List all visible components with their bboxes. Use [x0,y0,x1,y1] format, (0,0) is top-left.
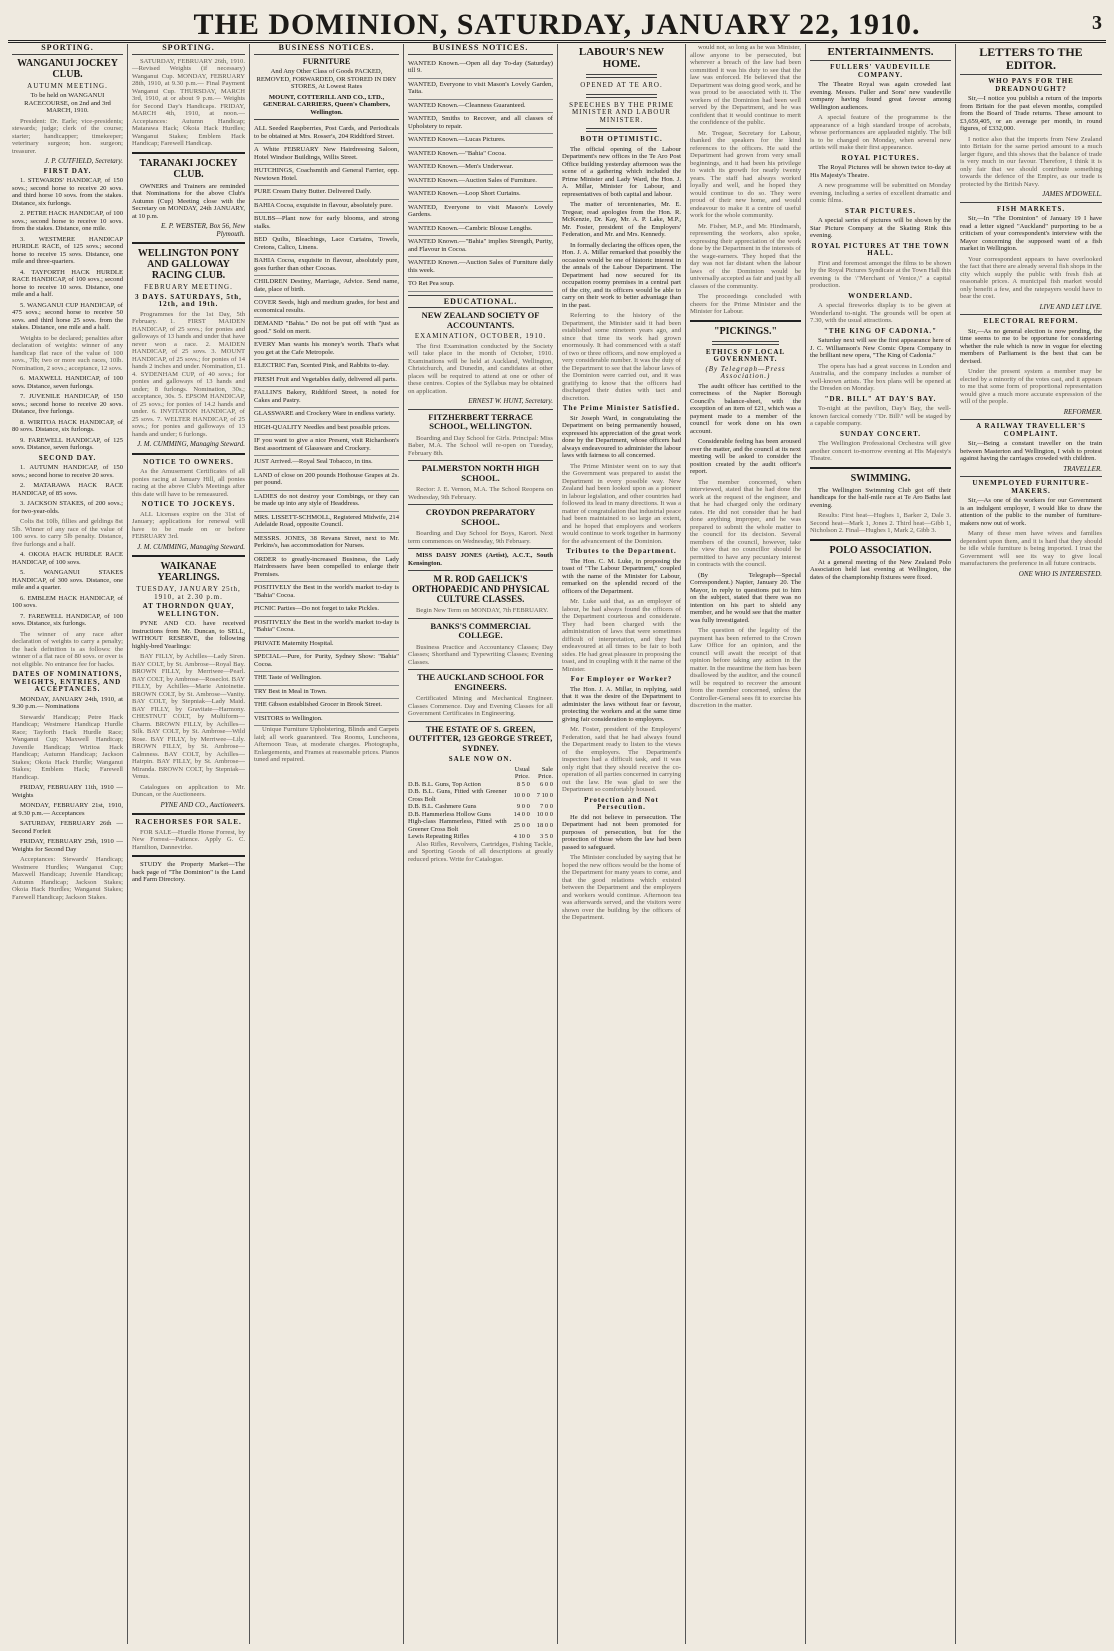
meeting-intro: To be held on WANGANUI RACECOURSE, on 2nd and 3rd MARCH, 1910. [24,92,111,114]
classified-ad: JUST Arrived.—Royal Seal Tobacco, in tins. [254,456,399,470]
pickings-title: "PICKINGS." [713,325,778,337]
estate-sale: SALE NOW ON. [448,755,513,763]
banks-title: BANKS'S COMMERCIAL COLLEGE. [430,620,531,640]
race-5-conditions: Weights to be declared; penalties after declaration of weights: winner of any handicap flat race of the value of 100 sovs., 7lb; two or more such races, 10lb. Nomination, 2 sovs.; acceptance, 12 sovs. [12,334,123,372]
ethics-source: (By Telegraph—Press Association.) [705,364,786,380]
divider [408,548,553,549]
divider [586,94,657,98]
price-sale: 6 0 0 [540,780,553,788]
wpg-programme: Programmes for the 1st Day, 5th February. 1. FIRST MAIDEN HANDICAP, of 25 sovs.; for ponies and galloways of 13 hands and under that have never won a race. 2. MAIDEN HANDICAP, of 25 sovs. 3. MOUNT HANDICAP, of 25 sovs.; for ponies of 14 hands 2 inches and under. Nomination, £1. 4. SYDENHAM CUP, of 40 sovs.; for ponies and galloways of 13 hands and under; 8 furlongs. Nomination, 30s.; acceptance, 30s. 5. EPSOM HANDICAP, of 25 sovs.; for ponies of 14.2 hands and under. 6. INVITATION HANDICAP, of 25 sovs. 7. WELTER HANDICAP, of 25 sovs.; for ponies and galloways of 13 hands and under; 6 furlongs. [132,310,245,438]
entertainments-title: ENTERTAINMENTS. [810,46,951,61]
auckland-title: THE AUCKLAND SCHOOL FOR ENGINEERS. [417,672,544,692]
letter-text: Sir,—Being a constant traveller on the train between Masterton and Wellington, I wish to protest against having the carriages crowded with children. [960,440,1102,462]
price-usual: 25 0 0 [513,821,530,829]
letters-title: LETTERS TO THE EDITOR. [960,46,1102,75]
yearlings-title: WAIKANAE YEARLINGS. [157,561,220,583]
classified-ad: POSITIVELY the Best in the world's market to-day is "Bahia" Cocoa. [254,582,399,603]
column-middle [686,44,806,1644]
labour-para: He did not believe in persecution. The Department had not been promoted for purposes of persecution, but for the protection of those whom the law had been passed to safeguard. [562,813,681,851]
classified-ad: FALLIN'S Bakery, Riddiford Street, is noted for Cakes and Pastry. [254,387,399,408]
table-row [408,781,553,789]
divider [408,460,553,461]
letter-heading: WHO PAYS FOR THE DREADNOUGHT? [988,77,1074,93]
nzsa-title: NEW ZEALAND SOCIETY OF ACCOUNTANTS. [421,310,540,330]
rod-title: M R. ROD GAELICK'S ORTHOPAEDIC AND PHYSICAL CULTURE CLASSES. [411,574,550,604]
column-sporting-2 [128,44,250,1644]
race2-3-conditions: Colts 8st 10lb, fillies and geldings 8st 5lb. Winner of any race of the value of 100 sovs. to carry 5lb penalty. Distance, five furlongs and a half. [12,518,123,548]
letter-heading: FISH MARKETS. [996,204,1066,213]
classified-ad-continued: Unique Furniture Upholstering, Blinds and Carpets laid; all work guaranteed. Tea Rooms, Luncheons, Afternoon Teas, at moderate charges. Photographs, Enlargements, and Frames at reasonable prices. Pianos tuned and repaired. [254,726,399,763]
letter-text: Sir,—As one of the workers for our Government is an indulgent employer, I would like to draw the attention of the public to the number of furniture-makers now out of work. [960,497,1102,527]
price-item: D.B. B.L. Guns, Fitted with Greener Cross Bolt [408,788,507,803]
hack-conditions: The winner of any race after declaration of weights to carry a penalty; the hack definition is as follows: the winner of a flat race of 80 sovs. or over is not eligible. No entrance fee for hacks. [12,630,123,668]
wanted-ad: WANTED Known.—Open all day To-day (Saturday) till 9. [408,58,553,79]
classified-ad: ORDER to greatly-increased Business, the Lady Hairdressers have been compelled to enlarge their Premises. [254,554,399,583]
divider [960,202,1102,203]
labour-para-extra: The Minister concluded by saying that he hoped the new offices would be the home of the Department for many years to come, and that the good relations which existed between the Department and the employers and workers would continue. Afternoon tea was afterwards served, and the visitors were shown over the building by the officers of the Department. [562,854,681,921]
date-1: MONDAY, JANUARY 24th, 1910, at 9.30 p.m.— Nominations [12,695,123,710]
page-columns [8,44,1106,1644]
employer-heading: For Employer or Worker? [570,675,673,683]
labour-para-extra: Mr. Luke said that, as an employer of labour, he had always found the officers of the Department courteous and considerate. They had been charged with the administration of laws that were sometimes difficult of interpretation, and they had endeavoured at all times to be fair to both sides. He had great pleasure in proposing the toast, and in coupling with it the name of the Minister. [562,598,681,673]
divider [960,419,1102,420]
club-title: WANGANUI JOCKEY CLUB. [17,57,118,80]
wanted-ad: WANTED Known.—Lucas Pictures. [408,134,553,148]
divider [810,539,951,541]
labour-para-extra: Mr. Foster, president of the Employers' Federation, said that he had always found the Department ready to listen to the views of the employers. The Department's inspectors had a difficult task, and it was only right that they should receive the co-operation of all parties concerned in carrying out the law. He was glad to see the Department so comfortably housed. [562,726,681,793]
nominations-list: Stewards' Handicap; Petre Hack Handicap; Westmere Handicap Hurdle Race; Tayforth Hack Hurdle Race; Wanganui Cup; Maxwell Handicap; Juvenile Handicap; Wiritoa Hack Handicap; Autumn Handicap; Jackson Stakes; Okoia Hack Hurdle; Wanganui Stakes; Emblem Hack; Farewell Handicap. [12,713,123,781]
classified-ad: MRS. LISSETT-SCHMOLL, Registered Midwife, 214 Adelaide Road, opposite Council. [254,512,399,533]
notice-jockeys: NOTICE TO JOCKEYS. [141,500,236,508]
meeting-title: AUTUMN MEETING. [27,81,108,90]
divider [408,504,553,505]
classified-ad: VISITORS to Wellington. [254,713,399,727]
divider [586,128,657,132]
estate-more: Also Rifles, Revolvers, Cartridges, Fishing Tackle, and Sporting Goods of all descriptions at greatly reduced prices. Write for Catalogue. [408,840,553,863]
date-5: FRIDAY, FEBRUARY 25th, 1910 — Weights for Second Day [12,838,123,853]
divider [408,721,553,722]
letter-extra: Under the present system a member may be elected by a minority of the votes cast, and it appears to me that some form of proportional representation would give a much more accurate expression of the will of the people. [960,368,1102,405]
letter-extra: Your correspondent appears to have overlooked the fact that there are already several fish shops in the city which supply the public with fresh fish at reasonable prices. A municipal fish market would only benefit a few, and the ratepayers would have to bear the cost. [960,255,1102,300]
race2-2: 2. MATARAWA HACK RACE HANDICAP, of 85 sovs. [12,482,123,497]
swimming-extra: Results: First heat—Hughes 1, Barker 2, Dale 3. Second heat—Mark 1, Jones 2. Third heat—Gibb 1, Nicholson 2. Final—Hughes 1, Mark 2, Gibb 3. [810,512,951,534]
classified-ad: BAHIA Cocoa, exquisite in flavour, absolutely pure. [254,200,399,214]
column-business-2 [404,44,558,1644]
price-sale: 10 0 0 [536,810,553,818]
classified-ad: PICNIC Parties—Do not forget to take Pickles. [254,603,399,617]
labour-para: The Hon. C. M. Luke, in proposing the toast of "The Labour Department," coupled with the name of the Minister for Labour, remarked on the splendid record of the officers of the Department. [562,557,681,595]
protection-heading: Protection and Not Persecution. [584,795,659,811]
wanted-ad: WANTED, Everyone to visit Mason's Lovely Garden, Taita. [408,79,553,100]
labour-optimistic: BOTH OPTIMISTIC. [580,135,663,143]
polo-text: At a general meeting of the New Zealand Polo Association held last evening at Wellington, the dates of the championship fixtures were fixed. [810,558,951,581]
labour-para: In formally declaring the offices open, the Hon. J. A. Millar remarked that possibly the occasion would be one of historic interest in the annals of the Labour Department. The Department had now secured for its occupation roomy premises in a central part of the city, and its officers would be able to carry on their work to better advantage than in the past. [562,241,682,309]
race2-5: 5. WANGANUI STAKES HANDICAP, of 300 sovs. Distance, one mile and a quarter. [12,569,123,591]
letter-text: Sir,—As no general election is now pending, the time seems to me to be opportune for considering whether the rule which is now in vogue for electing members of Parliament is the best that can be devised. [960,327,1102,365]
table-row [408,803,553,811]
column-header: BUSINESS NOTICES. [408,44,553,55]
cadonia-heading: "THE KING OF CADONIA." [823,326,938,335]
price-sale: 7 0 0 [540,803,553,810]
fitzherbert-title: FITZHERBERT TERRACE SCHOOL, WELLINGTON. [428,411,533,431]
classified-ad: LAND of close on 200 pounds Hothouse Grapes at 2s. per pound. [254,470,399,491]
race2-7: 7. FAREWELL HANDICAP, of 100 sovs. Distance, six furlongs. [12,612,123,627]
racehorses-sale-text: FOR SALE—Hurdle Horse Forrest, by New Forrest—Patience. Apply G. C. Hamilton, Dannevirke. [132,828,245,851]
wanted-ad: WANTED Known.—Auction Sales of Furniture. [408,175,553,189]
date-2: FRIDAY, FEBRUARY 11th, 1910 — Weights [12,784,123,799]
nzsa-exam: EXAMINATION, OCTOBER, 1910. [414,332,547,340]
race2-1: 1. AUTUMN HANDICAP, of 150 sovs.; second horse to receive 20 sovs. [12,464,123,479]
price-item: D.B. B.L. Guns, Top Action [408,780,481,788]
classified-ad: SPECIAL—Pure, for Purity, Sydney Show: "Bahia" Cocoa. [254,651,399,672]
divider [408,570,553,571]
notice-signature: J. M. CUMMING, Managing Steward. [137,542,245,551]
classified-ad: TRY Best in Meal in Town. [254,686,399,700]
star-text: A special series of pictures will be shown by the Star Picture Company at the Skating Rink this evening. [810,217,951,239]
divider [960,314,1102,315]
price-table-header [408,766,553,781]
price-usual: 4 10 0 [513,833,530,840]
nzsa-signature: ERNEST W. HUNT, Secretary. [468,397,553,405]
educational-header: EDUCATIONAL. [408,295,553,309]
page-number: 3 [1092,12,1102,34]
labour-speeches: SPEECHES BY THE PRIME MINISTER AND LABOUR MINISTER. [569,100,674,124]
nzsa-text: The first Examination conducted by the Society will take place in the month of October, 1910. Examinations will be held at Auckland, Wellington, Christchurch, and Dunedin, and candidates at other places will be required to attend at one or other of these centres. Copies of the Syllabus may be obtained on application. [408,342,553,395]
fullers-text: The Theatre Royal was again crowded last evening. Messrs. Fuller and Sons' new vaudeville company having found great favour among Wellington audiences. [810,81,951,111]
labour-para: The matter of tercentenaries, Mr. E. Tregear, read apologies from the Hon. R. McKenzie, Dr. Kay, Mr. A. P. Lake, M.P., Mr. Foster, president of the Employers' Federation, and Mr. and Mrs. Kennedy. [562,201,681,238]
classified-ad: CHILDREN Destiny, Marriage, Advice. Send name, date, place of birth. [254,276,399,297]
fullers-extra: A special feature of the programme is the appearance of a high standard troupe of acrobats, whose performances are applauded nightly. The bill is to be changed on Monday, when several new artists will make their first appearance. [810,114,951,151]
column-sporting-1 [8,44,128,1644]
classified-ad: DEMAND "Bahia." Do not be put off with "just as good." Sold on merit. [254,318,399,339]
furniture-text: And Any Other Class of Goods PACKED, REMOVED, FORWARDED, OR STORED IN DRY STORES, At Lowest Rates [256,68,397,90]
price-header-sale: Sale Price. [538,765,553,780]
tjc-notice: OWNERS and Trainers are reminded that Nominations for the above Club's Autumn (Cup) Meeting close with the Secretary on MONDAY, 24th JANUARY, at 10 p.m. [132,182,245,220]
classified-ad: FRESH Fruit and Vegetables daily, delivered all parts. [254,374,399,388]
divider [408,409,553,410]
drbill-text: To-night at the pavilion, Day's Bay, the well-known farcical comedy \"Dr. Bill\" will be staged by a capable company. [810,405,951,427]
letter-signature: ONE WHO IS INTERESTED. [1018,569,1102,578]
labour-para-extra: Referring to the history of the Department, the Minister said it had been established some nineteen years ago, and since that time its work had grown enormously. It had commenced with a staff of two or three officers, and now employed a very considerable number. It was the duty of the Department to see that the labour laws of the Dominion were carried out, and it was gratifying to know that the officers had discharged their duties with tact and discretion. [562,312,681,402]
ethics-heading: ETHICS OF LOCAL GOVERNMENT. [705,347,786,363]
masthead [8,6,1106,43]
prime-minister-heading: The Prime Minister Satisfied. [562,404,681,412]
classified-ad: BULBS—Plant now for early blooms, and strong stalks. [254,213,399,234]
divider [690,320,801,322]
classified-ad: A White FEBRUARY New Hairdressing Saloon, Hotel Windsor Buildings, Willis Street. [254,144,399,165]
cadonia-extra: The opera has had a great success in London and Australia, and the company includes a number of well-known artists. The box plans will be opened at the Dresden on Monday. [810,362,951,392]
miss-daisy-ad: MISS DAISY JONES (Artist), A.C.T., South Kensington. [408,552,553,567]
wpg-title: WELLINGTON PONY AND GALLOWAY RACING CLUB. [137,248,240,281]
price-item: D.B. B.L. Cashmere Guns [408,803,477,810]
classified-ad: BED Quilts, Bleachings, Lace Curtains, Towels, Cretons, Calico, Linens. [254,234,399,255]
divider [712,341,779,345]
divider [254,119,399,120]
study-ad: STUDY the Property Market—The back page of "The Dominion" is the Land and Farm Directory. [132,861,245,883]
ethics-para: Considerable feeling has been aroused over the matter, and the council at its next meeting will be asked to consider the position created by the audit officer's report. [690,438,801,475]
acceptances-list: Acceptances: Stewards' Handicap; Westmere Hurdles; Wanganui Cup; Maxwell Handicap; Juvenile Handicap; Autumn Handicap; Jackson Stakes; Okoia Hack Hurdles; Wanganui Stakes; Farewell Handicap; Jackson Stakes. [12,856,123,901]
column-letters [956,44,1106,1644]
labour-para: Sir Joseph Ward, in congratulating the Department on being permanently housed, expressed his appreciation of the great work done by the Department, whose officers had always endeavoured to administer the labour laws with fairness to all concerned. [562,414,681,459]
tribute-heading: Tributes to the Department. [566,547,677,555]
polo-heading: POLO ASSOCIATION. [829,544,932,556]
tjc-signature: E. P. WEBSTER, Box 56, New Plymouth. [160,222,245,238]
fullers-heading: FULLERS' VAUDEVILLE COMPANY. [830,63,931,79]
table-row [408,788,553,803]
price-item: High-class Hammerless, Fitted with Greener Cross Bolt [408,818,507,833]
classified-ad: GLASSWARE and Crockery Ware in endless variety. [254,408,399,422]
labour-continued: would not, so long as he was Minister, allow anyone to be persecuted, but wherever a breach of the law had been committed it was his duty to see that the law was enforced. He believed that the Department was doing good work, and he was proud to be associated with it. The workers of the Dominion had been well served by the Department, and he was confident that it would continue to merit the confidence of the public. [690,44,801,126]
price-header-usual: Usual Price. [514,765,530,780]
wanted-ad: WANTED Known.—Auction Sales of Furniture daily this week. [408,257,553,278]
drbill-heading: "DR. BILL" AT DAY'S BAY. [824,394,937,403]
letter-text: Sir,—I notice you publish a return of the imports from Britain for the past eleven months, compiled from the Board of Trade returns. These amount to £3,659,405, or an average per month, in round figures, of £332,000. [960,95,1102,132]
newspaper-title: THE DOMINION, SATURDAY, JANUARY 22, 1910. [193,8,921,41]
palmerston-title: PALMERSTON NORTH HIGH SCHOOL. [421,463,540,483]
divider [408,669,553,670]
race2-6: 6. EMBLEM HACK HANDICAP, of 100 sovs. [12,594,123,609]
wanted-ad: WANTED Known.—Cleanness Guaranteed. [408,100,553,114]
column-business-1 [250,44,404,1644]
letter-signature: TRAVELLER. [1063,464,1102,473]
notice-owners-text: As the Amusement Certificates of all ponies racing at January Hill, all ponies racing at the above Club's Meetings after this date will have to be remeasured. [132,468,245,498]
wanted-ad: WANTED Known.—"Bahia" implies Strength, Purity, and Flavour in Cocoa. [408,236,553,257]
wonderland-text: A special fireworks display is to be given at Wonderland to-night. The grounds will be open at 7.30, with the usual attractions. [810,302,951,324]
wanted-ad: WANTED Known.—"Bahia" Cocoa. [408,148,553,162]
race-2: 2. PETRE HACK HANDICAP, of 100 sovs.; second horse to receive 10 sovs. from the stakes. Distance, one mile. [12,210,123,232]
price-usual: 14 0 0 [513,810,530,818]
race-9: 9. FAREWELL HANDICAP, of 125 sovs. Distance, seven furlongs. [12,436,123,451]
race2-3: 3. JACKSON STAKES, of 200 sovs.; for two-year-olds. [12,500,123,515]
secretary-signature: J. P. CUTFIELD, Secretary. [44,157,123,165]
furniture-signature: MOUNT, COTTERILL AND CO., LTD., GENERAL CARRIERS, Queen's Chambers, Wellington. [263,93,390,116]
labour-continued: Mr. Fisher, M.P., and Mr. Hindmarsh, representing the workers, also spoke, expressing their appreciation of the work done by the Department in the interests of the wage-earners. They hoped that the day was not far distant when the labour laws of the Dominion would be universally accepted as fair and just by all classes of the community. [690,222,801,290]
labour-continued: Mr. Tregear, Secretary for Labour, thanked the speakers for the kind references to the officers. He said the Department had grown from very small beginnings, and it had been his privilege to watch its growth for nearly twenty years. The staff had always worked loyally and well, and he hoped they would continue to do so. They were proud of their new home, and would endeavour to make it a centre of useful work for the whole community. [690,129,801,219]
classified-ad: COVER Seeds, high and medium grades, for best and economical results. [254,297,399,318]
classified-ad: IF you want to give a nice Present, visit Richardson's Best assortment of Glassware and Crockery. [254,435,399,456]
yearlings-intro: PYNE AND CO. have received instructions from Mr. Duncan, to SELL, WITHOUT RESERVE, the following highly-bred Yearlings: [132,620,245,650]
column-entertainments [806,44,956,1644]
price-item: Lewis Repeating Rifles [408,833,470,840]
classified-ad: THE Gibson established Grocer in Brook Street. [254,699,399,713]
racehorses-sale: RACEHORSES FOR SALE. [135,818,242,826]
price-usual: 10 0 0 [513,791,530,799]
divider [810,467,951,469]
furniture-heading: FURNITURE [302,56,351,66]
price-sale: 18 0 0 [536,821,553,829]
classified-ad: PRIVATE Maternity Hospital. [254,638,399,652]
letter-heading: ELECTORAL REFORM. [983,317,1079,325]
labour-continued: The proceedings concluded with cheers for the Prime Minister and the Minister for Labour. [690,293,801,315]
dates-heading: DATES OF NOMINATIONS, WEIGHTS, ENTRIES, AND ACCEPTANCES. [12,670,123,693]
labour-subtitle: OPENED AT TE ARO. [580,81,663,89]
column-header: SPORTING. [12,44,123,55]
notice-owners: NOTICE TO OWNERS. [143,457,234,466]
wpg-signature: J. M. CUMMING, Managing Steward. [137,440,245,448]
yearlings-venue: AT THORNDON QUAY, WELLINGTON. [142,602,235,618]
classified-ad: ELECTRIC Fan, Scented Pink, and Rabbits to-day. [254,360,399,374]
table-row [408,833,553,841]
divider [132,813,245,815]
price-usual: 8 5 0 [516,780,530,788]
royal-text: The Royal Pictures will be shown twice to-day at His Majesty's Theatre. [810,164,951,179]
concert-text: The Wellington Professional Orchestra will give another concert to-morrow evening at His Majesty's Theatre. [810,440,951,462]
divider [586,74,657,78]
classified-ad: MESSRS. JONES, 38 Revans Street, next to Mr. Perkins's, has accommodation for Nurses. [254,533,399,554]
race-1: 1. STEWARDS' HANDICAP, of 150 sovs.; second horse to receive 20 sovs. and third horse 10 sovs. from the stakes. Distance, six furlongs. [12,177,123,207]
race-6: 6. MAXWELL HANDICAP, of 100 sovs. Distance, seven furlongs. [12,375,123,390]
palmerston-text: Rector: J. E. Vernon, M.A. The School Reopens on Wednesday, 9th February. [408,486,553,501]
divider [132,855,245,857]
royal-heading: ROYAL PICTURES. [841,153,920,162]
croydon-title: CROYDON PREPARATORY SCHOOL. [425,507,536,527]
wonderland-heading: WONDERLAND. [848,291,913,300]
classified-ad: HIGH-QUALITY Needles and best possible prices. [254,422,399,436]
classified-ad: PURE Cream Dairy Butter. Delivered Daily. [254,186,399,200]
divider [132,453,245,455]
meeting-officials: President: Dr. Earle; vice-presidents; stewards; judge; clerk of the course; starter; handicapper; timekeeper; veterinary surgeon; hon. surgeon; treasurer. [12,117,123,155]
second-day-heading: SECOND DAY. [38,453,97,462]
race-7: 7. JUVENILE HANDICAP, of 150 sovs.; second horse to receive 20 sovs. Distance, five furlongs. [12,393,123,415]
wanted-ad: WANTED Known.—Men's Underwear. [408,161,553,175]
price-usual: 9 0 0 [516,803,530,810]
labour-para-extra: The Prime Minister went on to say that the Government was prepared to assist the Department in every possible way. New Zealand had been looked upon as a pioneer in labour legislation, and other countries had followed its lead in many directions. It was a matter of congratulation that industrial peace had been maintained to so large an extent, and he hoped that employers and workers would continue to work together in harmony for the advancement of the Dominion. [562,462,681,545]
first-day-heading: FIRST DAY. [43,166,92,175]
price-item: D.B. Hammerless Hollow Guns [408,810,491,818]
column-labour [558,44,686,1644]
letter-text: Sir,—In "The Dominion" of January 19 I have read a letter signed "Auckland" purporting to be a criticism of your correspondent's interview with the Mayor concerning the supposed want of a fish market in Wellington. [960,215,1102,252]
yearlings-catalogues: Catalogues on application to Mr. Duncan, or the Auctioneers. [132,783,245,798]
date-3: MONDAY, FEBRUARY 21st, 1910, at 9.30 p.m.— Acceptances [12,802,123,817]
estate-title: THE ESTATE OF S. GREEN, OUTFITTER, 123 GEORGE STREET, SYDNEY. [408,723,553,753]
table-row [408,811,553,819]
pyne-signature: PYNE AND CO., Auctioneers. [160,800,245,809]
divider [132,152,245,154]
letter-heading: A RAILWAY TRAVELLER'S COMPLAINT. [976,422,1086,438]
ethics-para-extra: The member concerned, when interviewed, stated that he had done the work at the request of the engineer, and that he had charged only the ordinary rates. He did not consider that he had done anything improper, and he was prepared to submit the whole matter to the council for its decision. Several members of the council, however, take the view that no councillor should be permitted to have any pecuniary interest in contracts with the council. [690,478,801,568]
price-sale: 3 5 0 [540,833,553,840]
classified-ad: LADIES do not destroy your Combings, or they can be made up into any style of Headdress. [254,491,399,512]
date-4: SATURDAY, FEBRUARY 26th — Second Forfeit [12,820,123,835]
ethics-para-extra: The question of the legality of the payment has been referred to the Crown Law Office for an opinion, and the council will await the receipt of that opinion before taking any action in the matter. In the meantime the item has been disallowed by the auditor, and the council will be required to recover the amount from the member concerned, unless the Controller-General sees fit to exercise his discretion in the matter. [690,627,801,709]
star-heading: STAR PICTURES. [844,206,917,215]
croydon-text: Boarding and Day School for Boys, Karori. Next term commences on Wednesday, 9th February. [408,530,553,545]
race-8: 8. WIRITOA HACK HANDICAP, of 80 sovs. Distance, six furlongs. [12,418,123,433]
wanted-ad: WANTED, Everyone to visit Mason's Lovely Gardens. [408,202,553,223]
column-header: SPORTING. [132,44,245,55]
letter-heading: UNEMPLOYED FURNITURE-MAKERS. [972,479,1090,495]
race2-4: 4. OKOIA HACK HURDLE RACE HANDICAP, of 100 sovs. [12,551,123,566]
auckland-text: Certificated Mining and Mechanical Engineer. Classes Commence. Day and Evening Classes for all Government Certificates in Engineering. [408,695,553,717]
divider [960,476,1102,477]
fitzherbert-text: Boarding and Day School for Girls. Principal: Miss Baber, M.A. The School will re-open on Tuesday, February 8th. [408,434,553,457]
column-header: BUSINESS NOTICES. [254,44,399,55]
race-3: 3. WESTMERE HANDICAP HURDLE RACE, of 125 sovs.; second horse to receive 15 sovs. Distance, one mile and three-quarters. [12,235,123,265]
wanted-ad: WANTED, Smiths to Recover, and all classes of Upholstery to repair. [408,113,553,134]
classified-ad: POSITIVELY the Best in the world's market to-day is "Bahia" Cocoa. [254,617,399,638]
swimming-text: The Wellington Swimming Club got off their handicaps for the half-mile race at Te Aro Baths last evening. [810,486,951,509]
wanganui-weights-notice: SATURDAY, FEBRUARY 26th, 1910.—Revised Weights (if necessary) Wanganui Cup. MONDAY, FEBRUARY 28th, 1910, at 9.30 p.m.— Final Payment Wanganui Cup. THURSDAY, MARCH 3rd, 1910, at or about 9 p.m.— Weights for Second Day's Handicaps. FRIDAY, MARCH 4th, 1910, at noon.— Acceptances: Autumn Handicap; Matarawa Hack; Okoia Hack Hurdles; Wanganui Stakes; Emblem Hack Handicap; Farewell Handicap. [132,57,245,147]
classified-ad: THE Taste of Wellington. [254,672,399,686]
divider [132,242,245,244]
cadonia-text: Saturday next will see the first appearance here of J. C. Williamson's New Comic Opera Company in the brilliant new opera, "The King of Cadonia." [810,337,951,359]
labour-para: The Hon. J. A. Millar, in replying, said that it was the desire of the Department to administer the laws without fear or favour, protecting the workers and at the same time giving fair consideration to employers. [562,685,681,723]
ethics-para: The audit officer has certified to the correctness of the Napier Borough Council's balance-sheet, with the exception of an item of £21, which was a payment made to a member of the council for work done on his own account. [690,382,801,435]
townhall-heading: ROYAL PICTURES AT THE TOWN HALL. [811,241,950,257]
wanted-ad: WANTED Known.—Cambric Blouse Lengths. [408,223,553,237]
tjc-title: TARANAKI JOCKEY CLUB. [139,157,238,180]
wanted-ad: WANTED Known.—Loop Short Curtains. [408,188,553,202]
classified-ad: ALL Seeded Raspberries, Post Cards, and Periodicals to be obtained at Mrs. Rosser's, 204 Riddiford Street. [254,123,399,144]
letter-signature: LIVE AND LET LIVE. [1039,302,1102,311]
letter-extra: Many of these men have wives and families dependent upon them, and it is hard that they should be idle while furniture is being imported. I trust the Government will see its way to give local manufacturers the preference in all future contracts. [960,530,1102,567]
ethics-para: (By Telegraph—Special Correspondent.) Napier, January 20. The Mayor, in reply to questions put to him on the subject, stated that there was no intention on his part to shield any member, and he would see that the matter was fully investigated. [690,571,801,624]
race-4: 4. TAYFORTH HACK HURDLE RACE HANDICAP, of 100 sovs.; second horse to receive 10 sovs. Distance, one mile and a half. [12,268,123,298]
letter-signature: JAMES M'DOWELL. [1042,190,1102,198]
wpg-days: 3 DAYS. SATURDAYS, 5th, 12th, and 19th. [135,292,242,308]
race-5: 5. WANGANUI CUP HANDICAP, of 475 sovs.; second horse to receive 50 sovs. and third horse 25 sovs. from the stakes. Distance, one mile and a half. [12,301,123,331]
price-header-item [408,766,507,781]
rod-text: Begin New Term on MONDAY, 7th FEBRUARY. [416,607,549,614]
classified-ad: BAHIA Cocoa, exquisite in flavour, absolutely pure, goes further than other Cocoas. [254,255,399,276]
yearlings-date: TUESDAY, JANUARY 25th, 1910, at 2.30 p.m. [136,585,241,601]
royal-extra: A new programme will be submitted on Monday evening, including a series of excellent dramatic and comic films. [810,182,951,204]
letter-signature: REFORMER. [1063,407,1102,416]
letter-extra: I notice also that the imports from New Zealand into Britain for the same period amount to a much larger figure, and this shows that the balance of trade is very much in our favour. Therefore, I think it is only fair that we should contribute something towards the defence of the Empire, as our trade is protected by the British Navy. [960,135,1102,188]
swimming-heading: SWIMMING. [850,472,911,484]
labour-para: The official opening of the Labour Department's new offices in the Te Aro Post Office building yesterday afternoon was the scene of a gathering which included the Prime Minister and Lady Ward, the Hon. J. A. Millar, Minister for Labour, and representatives of both capital and labour. [562,145,681,198]
classified-ad: EVERY Man wants his money's worth. That's what you get at the Cafe Metropole. [254,339,399,360]
wpg-meeting: FEBRUARY MEETING. [144,283,233,291]
yearlings-list: BAY FILLY, by Achilles—Lady Siren. BAY COLT, by St. Ambrose—Royal Bay. BROWN FILLY, by Merriwee—Pearl. BAY COLT, by Ambrose—Roseclot. BAY FILLY, by Achilles—Marie Antoinette. BROWN COLT, by St. Ambrose—Vanity. BAY COLT, by Stepniak—Lady Maid. BAY FILLY, by Gravitate—Harmony. CHESTNUT COLT, by Multiform—Charm. BROWN FILLY, by Achilles—Silk. BAY COLT, by St. Ambrose—Wild Rose. BAY FILLY, by Merriwee—Lily. BROWN FILLY, by St. Ambrose—Calmness. BAY COLT, by Achilles—Hairpin. BAY FILLY, by St. Ambrose—Miranda. BROWN COLT, by Stepniak—Venus. [132,653,245,780]
price-sale: 7 10 0 [536,791,553,799]
classified-ad: HUTCHINGS, Coachsmith and General Farrier, opp. Newtown Hotel. [254,165,399,186]
divider [132,555,245,557]
townhall-text: First and foremost amongst the films to be shown by the Royal Pictures Syndicate at the Town Hall this evening is the \"Merchant of Venice,\" a capital production. [810,259,951,289]
banks-text: Business Practice and Accountancy Classes; Day Classes; Shorthand and Typewriting Classes; Evening Classes. [408,643,553,666]
divider [408,618,553,619]
notice-jockeys-text: ALL Licenses expire on the 31st of January; applications for renewal will have to be made on or before FEBRUARY 3rd. [132,510,245,540]
pea-ad: TO Ret Pea soup. [408,278,553,292]
concert-heading: SUNDAY CONCERT. [839,429,921,438]
labour-title: LABOUR'S NEW HOME. [578,46,665,70]
price-table [408,766,553,841]
table-row [408,818,553,833]
